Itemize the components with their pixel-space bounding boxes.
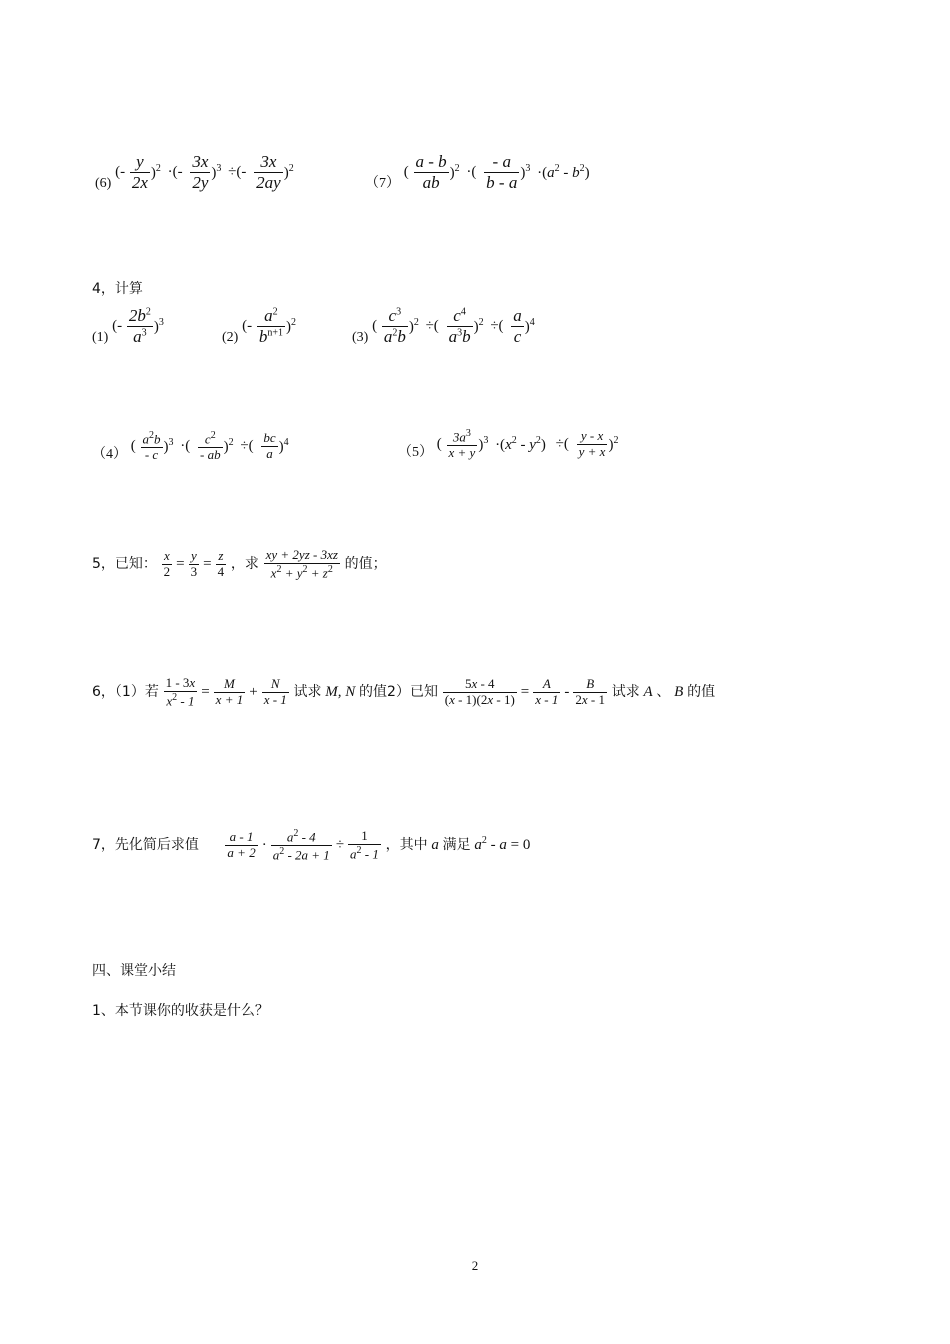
item-label: (3) bbox=[352, 330, 369, 346]
problem-5-prefix: 5，已知： bbox=[92, 556, 157, 573]
problem-6-prefix: 6，（1）若 bbox=[92, 684, 159, 701]
problem-7-prefix: 7，先化简后求值 bbox=[92, 837, 199, 854]
expression-6: (6) (- $\frac{y}{2x}$ )$^2$ ·(- $\frac{3x}{2y}$ )$^3$ ÷(- $\frac{3x}{2ay}$ )$^2$ bbox=[95, 152, 294, 192]
problem-7-mid: ，其中 bbox=[385, 837, 428, 854]
expression-4-1: (1) (- $\frac{2b^2}{a^3}$ )$^3$ bbox=[92, 306, 164, 346]
item-label: （4） bbox=[92, 447, 127, 463]
problem-6-mid2: 的值2）已知 bbox=[359, 684, 438, 701]
item-label: (1) bbox=[92, 330, 109, 346]
item-label: (2) bbox=[222, 330, 239, 346]
problem-7-mid2: 满足 bbox=[442, 837, 471, 854]
problem-6: 6，（1）若 $\frac{1 - 3x}{x^2 - 1}$ = $\frac{M}{x + 1}$ + $\frac{N}{x - 1}$ 试求 M, N 的值2）已知 $\frac{5x - 4}{(x - 1)(2x - 1)}$ = $\frac{A}{x - 1}$ - $\frac{B}{2x - 1}$ 试求 A 、 B 的值 bbox=[92, 675, 716, 709]
problem-5-suffix: 的值； bbox=[344, 556, 387, 573]
problem-6-mid1: 试求 bbox=[293, 684, 322, 701]
problem-6-mid3: 试求 bbox=[611, 684, 640, 701]
expression-7: （7） ( $\frac{a - b}{ab}$ )$^2$ ·( $\frac{- a}{b - a}$ )$^3 \cdot(a^2 - b^2)$ bbox=[365, 152, 590, 192]
problem-5: 5，已知： $\frac{x}{2}$ = $\frac{y}{3}$ = $\frac{z}{4}$ ，求 $\frac{xy + 2yz - 3xz}{x^2 + y^2 + z^2}$ 的值； bbox=[92, 547, 387, 581]
expression-4-4: （4） ( $\frac{a^2b}{- c}$ )$^3$ ·( $\frac{c^2}{- ab}$ )$^2$ ÷( $\frac{bc}{a}$ )$^4$ bbox=[92, 430, 289, 463]
page-number: 2 bbox=[471, 1258, 479, 1273]
section-4-heading: 四、课堂小结 bbox=[92, 963, 176, 979]
item-label: (6) bbox=[95, 176, 112, 192]
problem-5-mid: ，求 bbox=[230, 556, 259, 573]
expression-4-5: （5） ( $\frac{3a^3}{x + y}$ )$^3 \cdot(x^2 - y^2)$ ÷( $\frac{y - x}{y + x}$ )$^2$ bbox=[398, 428, 619, 461]
problem-6-suffix: 的值 bbox=[687, 684, 716, 701]
section-4-question-1: 1、本节课你的收获是什么？ bbox=[92, 1003, 269, 1019]
problem-7: 7，先化简后求值 $\frac{a - 1}{a + 2}$ · $\frac{a^2 - 4}{a^2 - 2a + 1}$ ÷ $\frac{1}{a^2 - 1}$ ，其中 a 满足 $a^2 - a = 0$ bbox=[92, 828, 531, 863]
item-label: （7） bbox=[365, 176, 400, 192]
problem-6-sep: 、 bbox=[656, 684, 671, 701]
expression-4-3: (3) ( $\frac{c^3}{a^2b}$ )$^2$ ÷( $\frac{c^4}{a^3b}$ )$^2$ ÷( $\frac{a}{c}$ )$^4$ bbox=[352, 306, 535, 346]
item-label: （5） bbox=[398, 445, 433, 461]
expression-4-2: (2) (- $\frac{a^2}{b^{n+1}}$ )$^2$ bbox=[222, 306, 296, 346]
problem-4-heading: 4，计算 bbox=[92, 281, 143, 297]
